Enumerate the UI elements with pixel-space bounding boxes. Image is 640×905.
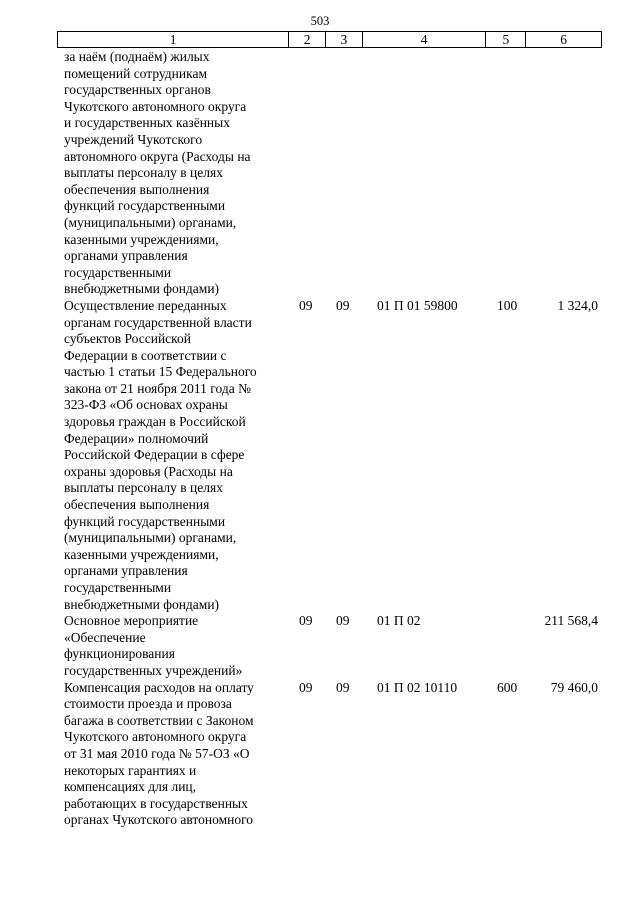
- table-row: [57, 680, 602, 829]
- header-col-2: 2: [289, 32, 326, 47]
- page-number: 503: [310, 14, 330, 28]
- description-line: (муниципальными) органами,: [64, 530, 237, 546]
- description-line: Чукотского автономного округа: [64, 729, 247, 745]
- description-line: выплаты персоналу в целях: [64, 165, 223, 181]
- description-line: Основное мероприятие: [64, 613, 199, 629]
- description-line: 323-ФЗ «Об основах охраны: [64, 397, 228, 413]
- header-col-5: 5: [486, 32, 526, 47]
- header-col-1: 1: [58, 32, 289, 47]
- row-expense-type: [487, 613, 527, 679]
- description-line: казенными учреждениями,: [64, 231, 219, 247]
- description-line: и государственных казённых: [64, 115, 230, 131]
- table-row: [57, 298, 602, 613]
- table-row: [57, 49, 602, 298]
- description-line: органах Чукотского автономного: [64, 812, 254, 828]
- description-line: выплаты персоналу в целях: [64, 480, 223, 496]
- description-line: функций государственными: [64, 513, 226, 529]
- header-col-4: 4: [363, 32, 487, 47]
- description-line: органами управления: [64, 563, 188, 579]
- description-line: автономного округа (Расходы на: [64, 148, 251, 164]
- description-line: закона от 21 ноября 2011 года №: [64, 380, 251, 396]
- description-line: компенсациях для лиц,: [64, 779, 197, 795]
- table-body: [57, 49, 602, 829]
- description-line: внебюджетными фондами): [64, 281, 220, 297]
- description-line: функционирования: [64, 646, 175, 662]
- description-line: (муниципальными) органами,: [64, 214, 237, 230]
- table-header: [57, 31, 602, 48]
- row-subsection-code: 09: [336, 613, 350, 629]
- header-col-3: 3: [326, 32, 363, 47]
- row-description: [57, 680, 289, 829]
- row-amount: 1 324,0: [557, 297, 598, 313]
- row-section-code: 09: [299, 679, 313, 695]
- description-line: функций государственными: [64, 198, 226, 214]
- description-line: органам государственной власти: [64, 314, 252, 330]
- row-expense-type: 100: [497, 297, 518, 313]
- description-line: помещений сотрудникам: [64, 65, 207, 81]
- row-description: [57, 613, 289, 679]
- description-line: за наём (поднаём) жилых: [64, 49, 210, 64]
- description-line: государственными: [64, 264, 172, 280]
- row-subsection-code: 09: [336, 297, 350, 313]
- description-line: обеспечения выполнения: [64, 181, 210, 197]
- row-subsection-code: [326, 49, 363, 298]
- description-line: Осуществление переданных: [64, 297, 227, 313]
- description-line: Компенсация расходов на оплату: [64, 679, 254, 695]
- description-line: Федерации в соответствии с: [64, 347, 227, 363]
- description-line: здоровья граждан в Российской: [64, 414, 246, 430]
- description-line: Чукотского автономного округа: [64, 98, 247, 114]
- description-line: некоторых гарантиях и: [64, 762, 197, 778]
- description-line: «Обеспечение: [64, 629, 146, 645]
- row-amount: [527, 49, 602, 298]
- description-line: органами управления: [64, 248, 188, 264]
- row-target-article: 01 П 01 59800: [377, 297, 458, 313]
- header-col-6: 6: [560, 32, 567, 47]
- description-line: багажа в соответствии с Законом: [64, 712, 254, 728]
- row-expense-type: [487, 49, 527, 298]
- row-amount: 79 460,0: [550, 679, 598, 695]
- description-line: от 31 мая 2010 года № 57-ОЗ «О: [64, 745, 250, 761]
- description-line: внебюджетными фондами): [64, 596, 220, 612]
- description-line: субъектов Российской: [64, 331, 192, 347]
- row-target-article: [363, 49, 487, 298]
- row-section-code: 09: [299, 297, 313, 313]
- description-line: государственными: [64, 580, 172, 595]
- row-description: [57, 49, 289, 298]
- description-line: стоимости проезда и провоза: [64, 696, 232, 712]
- description-line: государственных учреждений»: [64, 662, 243, 678]
- description-line: казенными учреждениями,: [64, 546, 219, 562]
- description-line: работающих в государственных: [64, 795, 248, 811]
- description-line: охраны здоровья (Расходы на: [64, 463, 233, 479]
- row-section-code: [289, 49, 326, 298]
- row-target-article: 01 П 02 10110: [377, 679, 458, 695]
- row-expense-type: 600: [497, 679, 518, 695]
- row-subsection-code: 09: [336, 679, 350, 695]
- row-target-article: 01 П 02: [377, 613, 421, 629]
- description-line: государственных органов: [64, 82, 211, 98]
- description-line: учреждений Чукотского: [64, 131, 203, 147]
- description-line: обеспечения выполнения: [64, 497, 210, 513]
- description-line: Федерации» полномочий: [64, 430, 209, 446]
- row-section-code: 09: [299, 613, 313, 629]
- row-description: [57, 298, 289, 613]
- row-amount: 211 568,4: [544, 613, 598, 629]
- table-row: [57, 613, 602, 679]
- description-line: Российской Федерации в сфере: [64, 447, 245, 463]
- description-line: частью 1 статьи 15 Федерального: [64, 364, 257, 380]
